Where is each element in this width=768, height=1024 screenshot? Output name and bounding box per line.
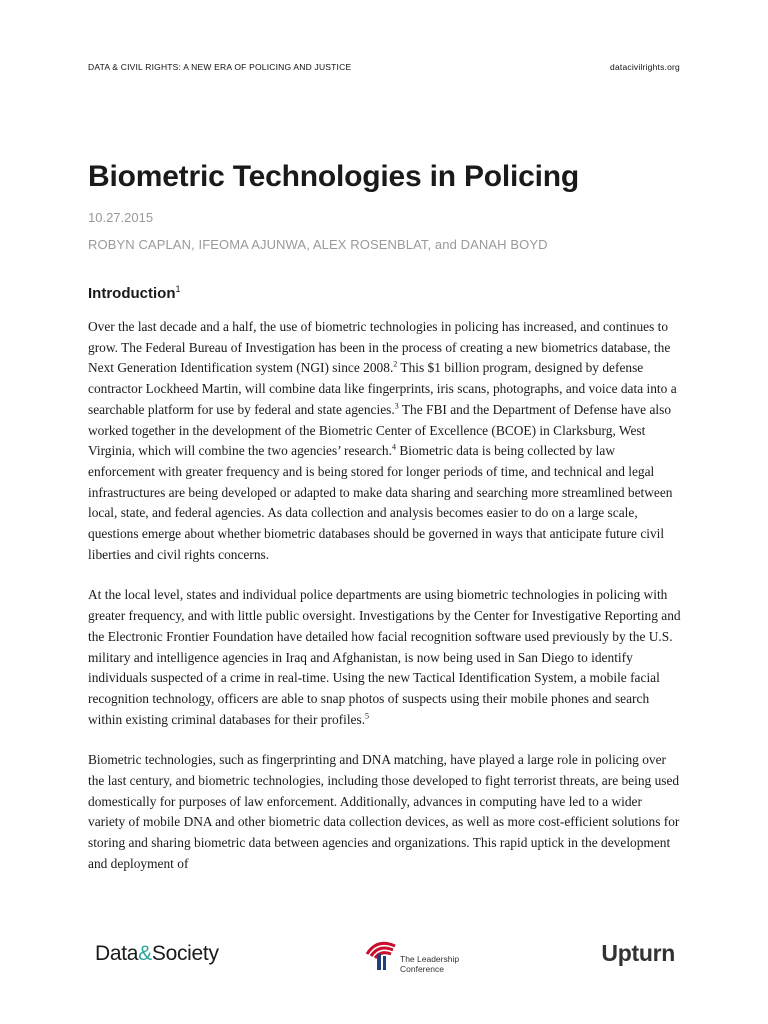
series-title: DATA & CIVIL RIGHTS: A NEW ERA OF POLICING AND JUSTICE [88, 62, 352, 72]
data-and-society-logo[interactable] [95, 942, 219, 966]
site-url[interactable]: datacivilrights.org [610, 62, 680, 72]
leadership-conference-logo[interactable] [363, 936, 473, 976]
lc-name-line-2: Conference [400, 964, 444, 974]
footnote-ref-3[interactable]: 3 [394, 401, 399, 411]
paragraph-1-text-a: Over the last decade and a half, the use of biometric technologies in policing has increased, and continues to grow. The Federal Bureau of Investigation has been in the process of creating a new biometrics database, the Next Generation Identification system (NGI) since 2008. [88, 319, 671, 376]
footnote-ref-2[interactable]: 2 [393, 359, 398, 369]
section-heading [88, 284, 181, 302]
logo-ds-word-data: Data [95, 942, 139, 965]
publication-date: 10.27.2015 [88, 210, 154, 225]
leadership-conference-name [400, 954, 459, 974]
article-body [88, 317, 682, 895]
paragraph-3-text-a: Biometric technologies, such as fingerprinting and DNA matching, have played a large role in policing over the last century, and biometric technologies, including those developed to fight terrorist threats, are being used domestically for purposes of law enforcement. Additionally, advances in computing have led to a wider variety of mobile DNA and other biometric data collection devices, as well as more cost-efficient solutions for storing and sharing biometric data between agencies and organizations. This rapid uptick in the development and deployment of [88, 752, 680, 871]
leadership-conference-icon [363, 938, 399, 972]
paragraph-3 [88, 750, 682, 874]
logo-ds-ampersand: & [138, 942, 152, 965]
footnote-ref-5[interactable]: 5 [365, 711, 370, 721]
paragraph-1 [88, 317, 682, 565]
partner-logos [88, 936, 680, 976]
upturn-logo[interactable]: Upturn [601, 940, 675, 966]
paragraph-1-text-b: This $1 billion program, designed by defense contractor Lockheed Martin, will combine data like fingerprints, iris scans, photographs, and voice data into a searchable platform for use by federal and state agencies. [88, 360, 677, 417]
logo-ds-word-society: Society [151, 942, 219, 965]
lc-name-line-1: The Leadership [400, 954, 460, 964]
author-list: ROBYN CAPLAN, IFEOMA AJUNWA, ALEX ROSENBLAT, and DANAH BOYD [88, 237, 548, 252]
footnote-ref-4[interactable]: 4 [391, 442, 396, 452]
paragraph-2-text-a: At the local level, states and individual police departments are using biometric technologies in policing with greater frequency, and with little public oversight. Investigations by the Center for Investigative Reporting and the Electronic Frontier Foundation have detailed how facial recognition software used previously by the U.S. military and intelligence agencies in Iraq and Afghanistan, is now being used in San Diego to identify individuals suspected of a crime in real-time. Using the new Tactical Identification System, a mobile facial recognition technology, officers are able to snap photos of suspects using their mobile phones and search within existing criminal databases for their profiles. [88, 587, 681, 727]
running-header [88, 62, 680, 72]
page-title: Biometric Technologies in Policing [88, 160, 580, 193]
paragraph-1-text-c: The FBI and the Department of Defense have also worked together in the development of the Biometric Center of Excellence (BCOE) in Clarksburg, West Virginia, which will combine the two agencies’ research. [88, 401, 672, 459]
paragraph-1-text-d: Biometric data is being collected by law enforcement with greater frequency and is being stored for longer periods of time, and technical and legal infrastructures are being developed or adapted to make data sharing and searching more streamlined between local, state, and federal agencies. As data collection and analysis becomes easier to do on a large scale, questions emerge about whether biometric databases should be governed in ways that anticipate future civil liberties and civil rights concerns. [88, 443, 673, 562]
footnote-ref-1[interactable]: 1 [175, 284, 181, 294]
section-heading-text: Introduction [88, 285, 176, 302]
paragraph-2 [88, 585, 682, 730]
